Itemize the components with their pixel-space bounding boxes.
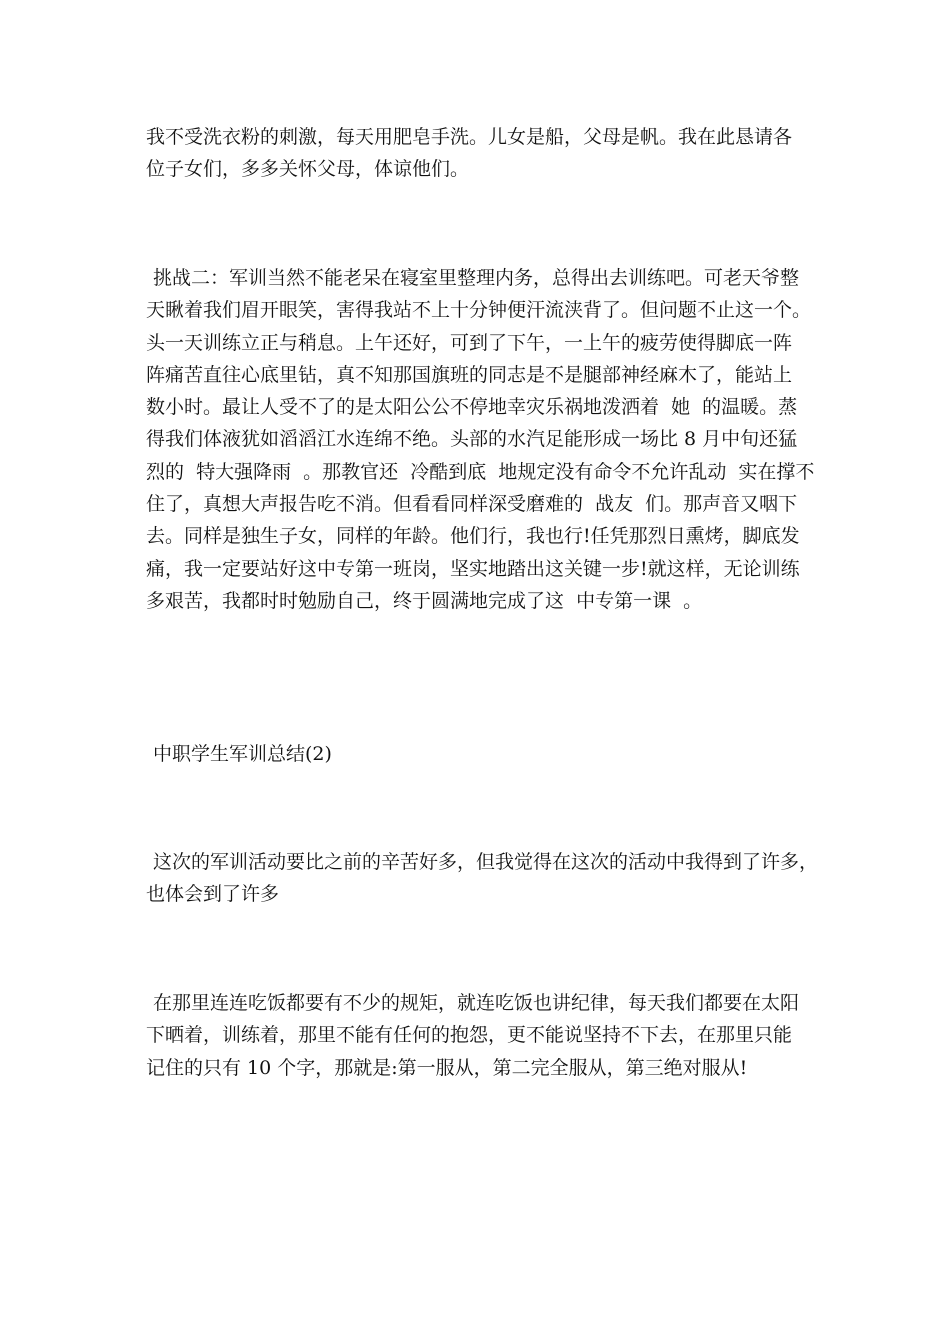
text-line: 在那里连连吃饭都要有不少的规矩，就连吃饭也讲纪律，每天我们都要在太阳 <box>153 992 800 1014</box>
text-line: 下晒着，训练着，那里不能有任何的抱怨，更不能说坚持不下去，在那里只能 <box>146 1024 793 1047</box>
paragraph-summary <box>146 846 826 911</box>
text-line: 位子女们，多多关怀父母，体谅他们。 <box>146 158 470 181</box>
paragraph-parents <box>146 121 826 186</box>
text-line: 头一天训练立正与稍息。上午还好，可到了下午，一上午的疲劳使得脚底一阵 <box>146 331 793 354</box>
text-line: 数小时。最让人受不了的是太阳公公不停地幸灾乐祸地泼洒着 她 的温暖。蒸 <box>146 396 798 419</box>
heading-line: 中职学生军训总结(2) <box>153 743 332 765</box>
text-line: 天瞅着我们眉开眼笑，害得我站不上十分钟便汗流浃背了。但问题不止这一个。 <box>146 299 812 322</box>
text-line: 多艰苦，我都时时勉励自己，终于圆满地完成了这 中专第一课 。 <box>146 589 703 612</box>
text-line: 烈的 特大强降雨 。那教官还 冷酷到底 地规定没有命令不允许乱动 实在撑不 <box>146 460 815 483</box>
text-line: 得我们体液犹如滔滔江水连绵不绝。头部的水汽足能形成一场比 8 月中旬还猛 <box>146 428 798 451</box>
paragraph-challenge-two <box>146 262 826 617</box>
text-line: 阵痛苦直往心底里钻，真不知那国旗班的同志是不是腿部神经麻木了，能站上 <box>146 363 793 386</box>
paragraph-discipline <box>146 987 826 1084</box>
text-line: 我不受洗衣粉的刺激，每天用肥皂手洗。儿女是船，父母是帆。我在此恳请各 <box>146 126 793 148</box>
text-line: 记住的只有 10 个字，那就是:第一服从，第二完全服从，第三绝对服从! <box>146 1056 748 1079</box>
text-line: 痛，我一定要站好这中专第一班岗，坚实地踏出这关键一步!就这样，无论训练 <box>146 557 800 580</box>
text-line: 这次的军训活动要比之前的辛苦好多，但我觉得在这次的活动中我得到了许多， <box>153 851 819 873</box>
text-line: 住了，真想大声报告吃不消。但看看同样深受磨难的 战友 们。那声音又咽下 <box>146 493 798 516</box>
text-line: 挑战二：军训当然不能老呆在寝室里整理内务，总得出去训练吧。可老天爷整 <box>153 267 800 289</box>
text-line: 也体会到了许多 <box>146 883 280 906</box>
text-line: 去。同样是独生子女，同样的年龄。他们行，我也行!任凭那烈日熏烤，脚底发 <box>146 525 800 548</box>
section-heading <box>146 738 826 770</box>
